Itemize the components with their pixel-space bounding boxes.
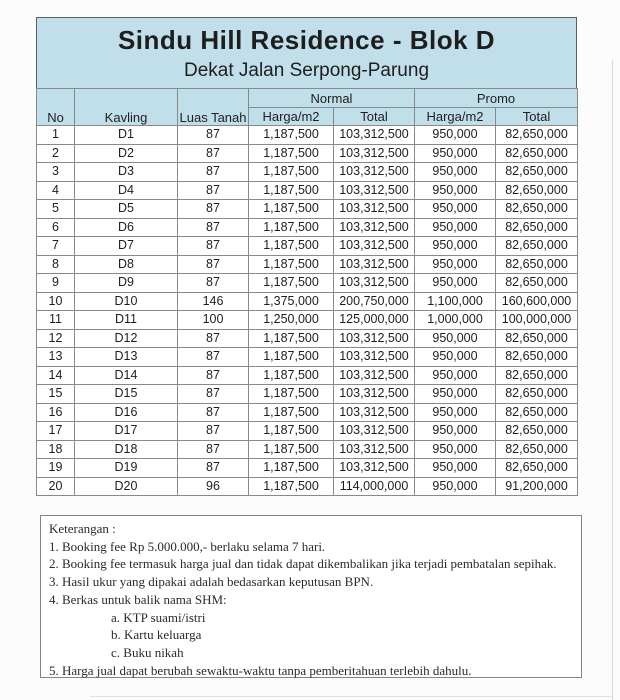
notes-box <box>40 515 582 678</box>
table-row <box>37 348 578 367</box>
cell-p_total: 82,650,000 <box>496 366 578 385</box>
page-edge-bottom <box>90 696 612 697</box>
cell-luas: 87 <box>178 403 249 422</box>
cell-p_harga: 1,000,000 <box>415 311 496 330</box>
table-row <box>37 403 578 422</box>
cell-n_total: 200,750,000 <box>334 292 415 311</box>
cell-n_total: 103,312,500 <box>334 348 415 367</box>
cell-kavling: D18 <box>75 440 178 459</box>
cell-luas: 87 <box>178 440 249 459</box>
cell-luas: 100 <box>178 311 249 330</box>
cell-p_total: 82,650,000 <box>496 218 578 237</box>
cell-p_total: 82,650,000 <box>496 274 578 293</box>
group-header-promo: Promo <box>415 89 578 108</box>
cell-p_total: 82,650,000 <box>496 144 578 163</box>
cell-p_harga: 950,000 <box>415 274 496 293</box>
note-line: Keterangan : <box>49 521 116 536</box>
table-row <box>37 144 578 163</box>
cell-p_harga: 950,000 <box>415 218 496 237</box>
cell-p_harga: 950,000 <box>415 440 496 459</box>
cell-p_harga: 950,000 <box>415 126 496 145</box>
cell-p_harga: 950,000 <box>415 163 496 182</box>
cell-no: 10 <box>37 292 75 311</box>
cell-no: 20 <box>37 477 75 496</box>
cell-luas: 87 <box>178 126 249 145</box>
column-header-normal-total: Total <box>334 108 415 126</box>
cell-kavling: D5 <box>75 200 178 219</box>
cell-kavling: D1 <box>75 126 178 145</box>
cell-p_harga: 950,000 <box>415 403 496 422</box>
cell-n_total: 103,312,500 <box>334 366 415 385</box>
cell-n_total: 114,000,000 <box>334 477 415 496</box>
cell-p_total: 82,650,000 <box>496 403 578 422</box>
cell-no: 2 <box>37 144 75 163</box>
table-row <box>37 292 578 311</box>
note-line: a. KTP suami/istri <box>111 609 206 625</box>
cell-n_harga: 1,187,500 <box>249 477 334 496</box>
cell-kavling: D13 <box>75 348 178 367</box>
cell-kavling: D19 <box>75 459 178 478</box>
cell-n_total: 103,312,500 <box>334 200 415 219</box>
table-row <box>37 477 578 496</box>
column-header-luas-tanah: Luas Tanah <box>178 89 249 126</box>
table-row <box>37 366 578 385</box>
price-table <box>36 88 578 496</box>
cell-no: 13 <box>37 348 75 367</box>
note-line: b. Kartu keluarga <box>111 627 202 643</box>
price-table-body <box>37 126 578 496</box>
column-header-normal-harga: Harga/m2 <box>249 108 334 126</box>
cell-no: 4 <box>37 181 75 200</box>
cell-kavling: D8 <box>75 255 178 274</box>
cell-p_harga: 950,000 <box>415 200 496 219</box>
cell-p_total: 82,650,000 <box>496 163 578 182</box>
cell-kavling: D2 <box>75 144 178 163</box>
cell-luas: 87 <box>178 348 249 367</box>
cell-p_harga: 950,000 <box>415 329 496 348</box>
cell-no: 11 <box>37 311 75 330</box>
cell-p_harga: 950,000 <box>415 181 496 200</box>
cell-kavling: D16 <box>75 403 178 422</box>
cell-p_total: 91,200,000 <box>496 477 578 496</box>
cell-n_harga: 1,187,500 <box>249 385 334 404</box>
cell-luas: 87 <box>178 385 249 404</box>
cell-n_total: 125,000,000 <box>334 311 415 330</box>
cell-luas: 87 <box>178 181 249 200</box>
cell-luas: 87 <box>178 144 249 163</box>
price-table-header <box>37 89 578 126</box>
cell-n_harga: 1,187,500 <box>249 163 334 182</box>
cell-n_harga: 1,187,500 <box>249 200 334 219</box>
cell-n_total: 103,312,500 <box>334 126 415 145</box>
table-row <box>37 385 578 404</box>
cell-no: 9 <box>37 274 75 293</box>
cell-no: 8 <box>37 255 75 274</box>
cell-n_total: 103,312,500 <box>334 385 415 404</box>
cell-n_harga: 1,187,500 <box>249 218 334 237</box>
cell-no: 15 <box>37 385 75 404</box>
cell-luas: 87 <box>178 459 249 478</box>
cell-n_harga: 1,187,500 <box>249 255 334 274</box>
cell-kavling: D17 <box>75 422 178 441</box>
cell-no: 1 <box>37 126 75 145</box>
cell-n_harga: 1,250,000 <box>249 311 334 330</box>
cell-n_harga: 1,187,500 <box>249 181 334 200</box>
cell-n_harga: 1,187,500 <box>249 144 334 163</box>
cell-n_total: 103,312,500 <box>334 163 415 182</box>
cell-p_harga: 950,000 <box>415 385 496 404</box>
note-line: c. Buku nikah <box>111 644 184 660</box>
cell-p_harga: 1,100,000 <box>415 292 496 311</box>
notes-list <box>49 520 571 679</box>
cell-no: 14 <box>37 366 75 385</box>
cell-n_harga: 1,187,500 <box>249 329 334 348</box>
cell-no: 17 <box>37 422 75 441</box>
cell-kavling: D11 <box>75 311 178 330</box>
cell-p_total: 82,650,000 <box>496 126 578 145</box>
cell-kavling: D15 <box>75 385 178 404</box>
cell-n_total: 103,312,500 <box>334 255 415 274</box>
cell-p_harga: 950,000 <box>415 348 496 367</box>
column-header-no: No <box>37 89 75 126</box>
cell-p_total: 82,650,000 <box>496 422 578 441</box>
page-edge-right <box>612 60 613 700</box>
table-row <box>37 255 578 274</box>
cell-no: 6 <box>37 218 75 237</box>
cell-no: 19 <box>37 459 75 478</box>
cell-p_total: 82,650,000 <box>496 181 578 200</box>
group-header-normal: Normal <box>249 89 415 108</box>
note-line: 4. Berkas untuk balik nama SHM: <box>49 591 227 607</box>
note-line: 3. Hasil ukur yang dipakai adalah bedasarkan keputusan BPN. <box>49 574 374 590</box>
table-row <box>37 163 578 182</box>
column-header-promo-total: Total <box>496 108 578 126</box>
cell-no: 3 <box>37 163 75 182</box>
cell-n_harga: 1,187,500 <box>249 366 334 385</box>
cell-n_total: 103,312,500 <box>334 422 415 441</box>
note-line: 1. Booking fee Rp 5.000.000,- berlaku selama 7 hari. <box>49 538 326 554</box>
cell-p_total: 82,650,000 <box>496 255 578 274</box>
table-row <box>37 181 578 200</box>
page-subtitle: Dekat Jalan Serpong-Parung <box>183 60 430 81</box>
cell-n_total: 103,312,500 <box>334 181 415 200</box>
cell-n_total: 103,312,500 <box>334 144 415 163</box>
cell-n_harga: 1,375,000 <box>249 292 334 311</box>
column-header-promo-harga: Harga/m2 <box>415 108 496 126</box>
cell-p_total: 100,000,000 <box>496 311 578 330</box>
cell-kavling: D6 <box>75 218 178 237</box>
cell-n_total: 103,312,500 <box>334 329 415 348</box>
note-line: 5. Harga jual dapat berubah sewaktu-waktu tanpa pemberitahuan terlebih dahulu. <box>49 662 472 678</box>
table-row <box>37 200 578 219</box>
cell-luas: 87 <box>178 422 249 441</box>
cell-p_total: 82,650,000 <box>496 237 578 256</box>
cell-n_harga: 1,187,500 <box>249 440 334 459</box>
title-block <box>36 17 577 88</box>
cell-n_harga: 1,187,500 <box>249 459 334 478</box>
cell-n_harga: 1,187,500 <box>249 348 334 367</box>
cell-p_total: 82,650,000 <box>496 385 578 404</box>
cell-luas: 87 <box>178 274 249 293</box>
cell-luas: 146 <box>178 292 249 311</box>
table-row <box>37 329 578 348</box>
cell-p_harga: 950,000 <box>415 255 496 274</box>
table-row <box>37 459 578 478</box>
cell-luas: 87 <box>178 255 249 274</box>
cell-n_harga: 1,187,500 <box>249 237 334 256</box>
table-row <box>37 422 578 441</box>
cell-kavling: D7 <box>75 237 178 256</box>
cell-luas: 87 <box>178 163 249 182</box>
cell-luas: 87 <box>178 237 249 256</box>
cell-p_harga: 950,000 <box>415 459 496 478</box>
column-header-kavling: Kavling <box>75 89 178 126</box>
table-row <box>37 126 578 145</box>
cell-n_harga: 1,187,500 <box>249 403 334 422</box>
cell-kavling: D20 <box>75 477 178 496</box>
cell-kavling: D10 <box>75 292 178 311</box>
cell-no: 12 <box>37 329 75 348</box>
cell-n_harga: 1,187,500 <box>249 126 334 145</box>
cell-luas: 87 <box>178 218 249 237</box>
cell-no: 16 <box>37 403 75 422</box>
page-title: Sindu Hill Residence - Blok D <box>117 25 496 55</box>
cell-kavling: D3 <box>75 163 178 182</box>
table-row <box>37 274 578 293</box>
cell-kavling: D4 <box>75 181 178 200</box>
cell-no: 7 <box>37 237 75 256</box>
cell-n_harga: 1,187,500 <box>249 422 334 441</box>
cell-p_total: 82,650,000 <box>496 459 578 478</box>
cell-n_total: 103,312,500 <box>334 218 415 237</box>
cell-n_total: 103,312,500 <box>334 403 415 422</box>
cell-p_harga: 950,000 <box>415 422 496 441</box>
cell-no: 5 <box>37 200 75 219</box>
cell-luas: 87 <box>178 200 249 219</box>
cell-p_total: 82,650,000 <box>496 348 578 367</box>
table-row <box>37 237 578 256</box>
cell-p_harga: 950,000 <box>415 366 496 385</box>
cell-p_total: 82,650,000 <box>496 329 578 348</box>
table-row <box>37 440 578 459</box>
cell-p_harga: 950,000 <box>415 477 496 496</box>
cell-luas: 96 <box>178 477 249 496</box>
cell-p_total: 82,650,000 <box>496 440 578 459</box>
cell-p_total: 160,600,000 <box>496 292 578 311</box>
cell-n_total: 103,312,500 <box>334 459 415 478</box>
cell-kavling: D14 <box>75 366 178 385</box>
cell-p_total: 82,650,000 <box>496 200 578 219</box>
cell-no: 18 <box>37 440 75 459</box>
cell-kavling: D9 <box>75 274 178 293</box>
cell-n_total: 103,312,500 <box>334 274 415 293</box>
cell-n_total: 103,312,500 <box>334 440 415 459</box>
note-line: 2. Booking fee termasuk harga jual dan tidak dapat dikembalikan jika terjadi pembatalan sepihak. <box>49 556 557 572</box>
cell-p_harga: 950,000 <box>415 237 496 256</box>
cell-luas: 87 <box>178 329 249 348</box>
cell-luas: 87 <box>178 366 249 385</box>
cell-p_harga: 950,000 <box>415 144 496 163</box>
cell-n_harga: 1,187,500 <box>249 274 334 293</box>
price-sheet <box>36 17 577 496</box>
table-row <box>37 311 578 330</box>
cell-n_total: 103,312,500 <box>334 237 415 256</box>
table-row <box>37 218 578 237</box>
cell-kavling: D12 <box>75 329 178 348</box>
